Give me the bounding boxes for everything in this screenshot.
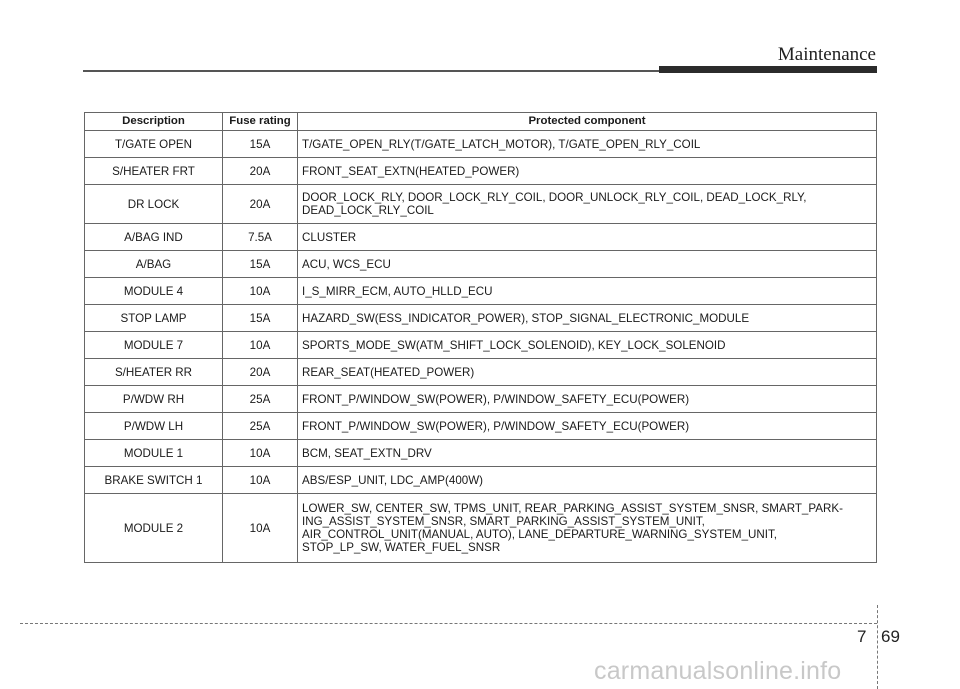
row-rating: 10A (223, 278, 298, 305)
row-component: DOOR_LOCK_RLY, DOOR_LOCK_RLY_COIL, DOOR_UNLOCK_RLY_COIL, DEAD_LOCK_RLY, DEAD_LOCK_RLY_COIL (298, 185, 877, 224)
row-rating: 15A (223, 305, 298, 332)
row-description: MODULE 2 (85, 494, 223, 563)
table-header-row (85, 113, 877, 131)
row-component: I_S_MIRR_ECM, AUTO_HLLD_ECU (298, 278, 877, 305)
row-rating: 20A (223, 185, 298, 224)
footer-vertical-divider (877, 605, 878, 689)
row-rating: 10A (223, 467, 298, 494)
table-row (85, 278, 877, 305)
header-description: Description (85, 113, 223, 131)
table-row (85, 332, 877, 359)
row-component: HAZARD_SW(ESS_INDICATOR_POWER), STOP_SIGNAL_ELECTRONIC_MODULE (298, 305, 877, 332)
table-row (85, 305, 877, 332)
row-rating: 25A (223, 386, 298, 413)
table-row (85, 467, 877, 494)
table-row (85, 185, 877, 224)
row-component: LOWER_SW, CENTER_SW, TPMS_UNIT, REAR_PARKING_ASSIST_SYSTEM_SNSR, SMART_PARK- ING_ASSIST_SYSTEM_SNSR, SMART_PARKING_ASSIST_SYSTEM_UNIT, AIR_CONTROL_UNIT(MANUAL, AUTO), LANE_DEPARTURE_WARNING_SYSTEM_UNIT, STOP_LP_SW, WATER_FUEL_SNSR (298, 494, 877, 563)
header-rule-thin (83, 70, 659, 72)
row-component: FRONT_SEAT_EXTN(HEATED_POWER) (298, 158, 877, 185)
row-component: FRONT_P/WINDOW_SW(POWER), P/WINDOW_SAFETY_ECU(POWER) (298, 413, 877, 440)
header-protected-component: Protected component (298, 113, 877, 131)
table-row (85, 359, 877, 386)
row-description: MODULE 4 (85, 278, 223, 305)
table-row (85, 386, 877, 413)
watermark: carmanualsonline.info (594, 657, 842, 685)
row-component: REAR_SEAT(HEATED_POWER) (298, 359, 877, 386)
row-component: FRONT_P/WINDOW_SW(POWER), P/WINDOW_SAFETY_ECU(POWER) (298, 386, 877, 413)
row-description: MODULE 1 (85, 440, 223, 467)
row-description: S/HEATER FRT (85, 158, 223, 185)
row-description: A/BAG (85, 251, 223, 278)
table-row (85, 413, 877, 440)
chapter-number: 7 (857, 627, 867, 646)
row-rating: 15A (223, 251, 298, 278)
row-component: ACU, WCS_ECU (298, 251, 877, 278)
page-number: 69 (881, 627, 900, 646)
header-fuse-rating: Fuse rating (223, 113, 298, 131)
row-component: CLUSTER (298, 224, 877, 251)
row-description: BRAKE SWITCH 1 (85, 467, 223, 494)
row-rating: 20A (223, 158, 298, 185)
table-row (85, 440, 877, 467)
table-row (85, 158, 877, 185)
row-description: MODULE 7 (85, 332, 223, 359)
row-description: A/BAG IND (85, 224, 223, 251)
footer-dashed-rule (20, 623, 877, 624)
row-rating: 25A (223, 413, 298, 440)
row-description: S/HEATER RR (85, 359, 223, 386)
row-description: T/GATE OPEN (85, 131, 223, 158)
page-header-title: Maintenance (777, 44, 876, 65)
row-rating: 10A (223, 494, 298, 563)
table-row (85, 494, 877, 563)
header-rule-thick (659, 66, 877, 73)
row-description: DR LOCK (85, 185, 223, 224)
row-rating: 10A (223, 440, 298, 467)
row-description: STOP LAMP (85, 305, 223, 332)
row-rating: 15A (223, 131, 298, 158)
table-row (85, 224, 877, 251)
row-rating: 10A (223, 332, 298, 359)
row-component: SPORTS_MODE_SW(ATM_SHIFT_LOCK_SOLENOID), KEY_LOCK_SOLENOID (298, 332, 877, 359)
row-rating: 7.5A (223, 224, 298, 251)
row-rating: 20A (223, 359, 298, 386)
fuse-table (84, 112, 877, 563)
row-component: ABS/ESP_UNIT, LDC_AMP(400W) (298, 467, 877, 494)
row-description: P/WDW LH (85, 413, 223, 440)
row-description: P/WDW RH (85, 386, 223, 413)
table-row (85, 131, 877, 158)
row-component: T/GATE_OPEN_RLY(T/GATE_LATCH_MOTOR), T/GATE_OPEN_RLY_COIL (298, 131, 877, 158)
table-row (85, 251, 877, 278)
row-component: BCM, SEAT_EXTN_DRV (298, 440, 877, 467)
